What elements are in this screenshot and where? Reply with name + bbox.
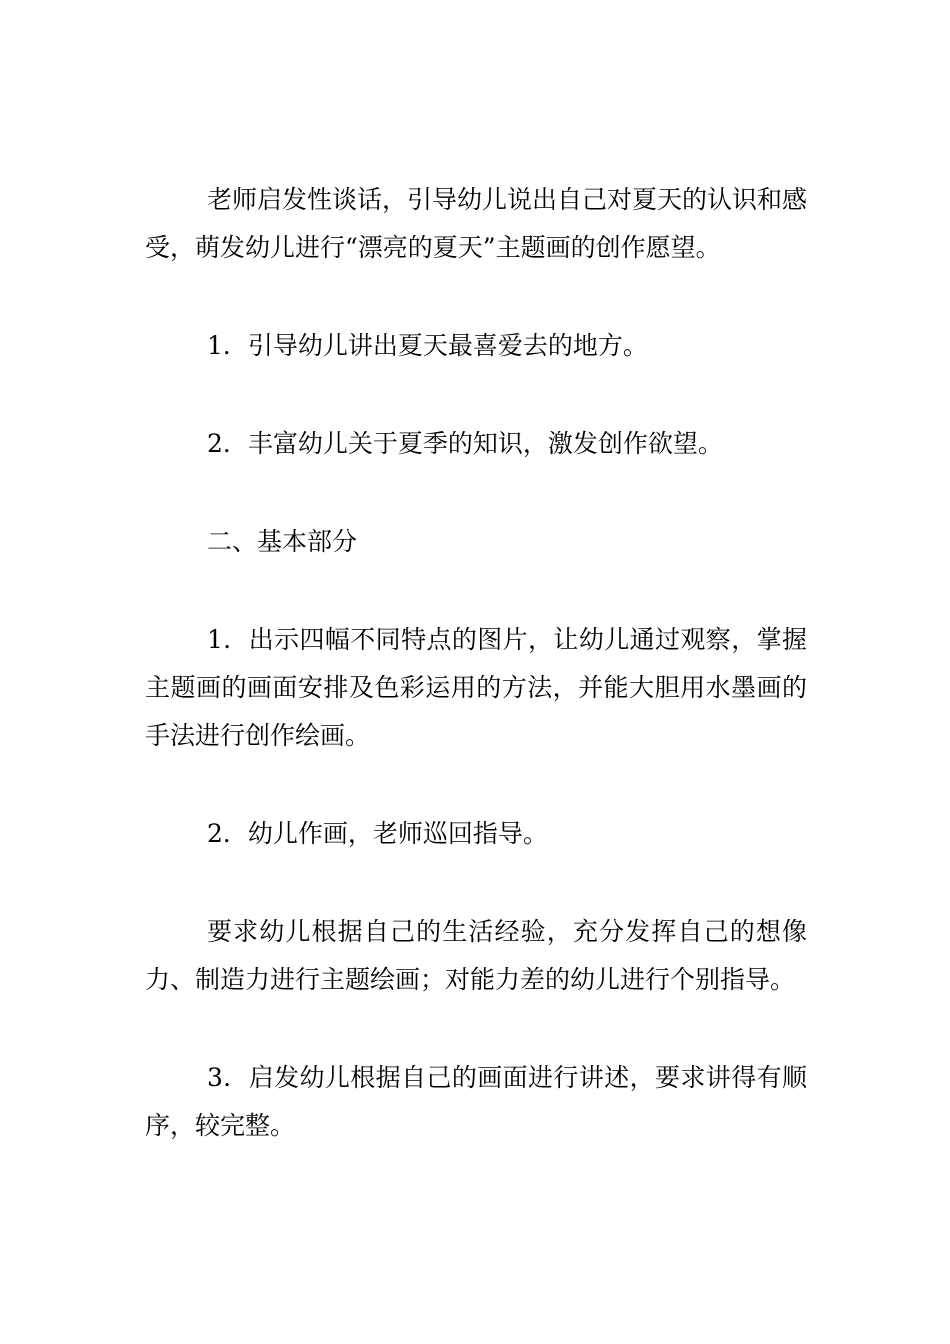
paragraph-basic-item-2: 2．幼儿作画，老师巡回指导。 — [207, 819, 548, 848]
paragraph-item-2: 2．丰富幼儿关于夏季的知识，激发创作欲望。 — [207, 429, 723, 458]
paragraph-intro: 老师启发性谈话，引导幼儿说出自己对夏天的认识和感受，萌发幼儿进行“漂亮的夏天”主题画的创作愿望。 — [145, 185, 808, 262]
document-body — [145, 176, 807, 1200]
paragraph-item-1: 1．引导幼儿讲出夏天最喜爱去的地方。 — [207, 331, 648, 360]
section-heading-basic: 二、基本部分 — [207, 527, 358, 556]
paragraph-basic-item-1: 1．出示四幅不同特点的图片，让幼儿通过观察，掌握主题画的画面安排及色彩运用的方法，并能大胆用水墨画的手法进行创作绘画。 — [145, 625, 807, 750]
paragraph-requirements: 要求幼儿根据自己的生活经验，充分发挥自己的想像力、制造力进行主题绘画；对能力差的幼儿进行个别指导。 — [145, 917, 807, 994]
paragraph-basic-item-3: 3．启发幼儿根据自己的画面进行讲述，要求讲得有顺序，较完整。 — [145, 1063, 807, 1140]
